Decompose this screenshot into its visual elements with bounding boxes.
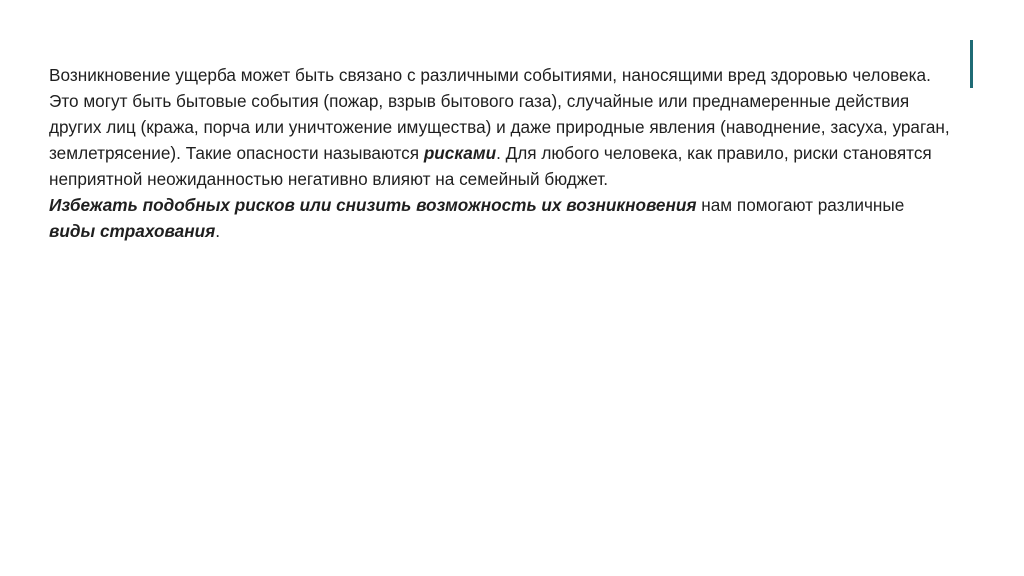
accent-bar: [970, 40, 973, 88]
examples-continuation: . Для любого человека, как правило, риски становятся неприятной неожиданностью негативно влияют на семейный бюджет.: [49, 143, 932, 189]
paragraph-insurance: [49, 192, 954, 244]
insurance-text: нам помогают различные: [696, 195, 905, 215]
avoid-risks-emphasis: Избежать подобных рисков или снизить возможность их возникновения: [49, 195, 697, 215]
insurance-types-term: виды страхования: [49, 221, 216, 241]
paragraph-intro: Возникновение ущерба может быть связано с различными событиями, наносящими вред здоровью человека.: [49, 65, 931, 85]
risks-term: рисками: [423, 143, 497, 163]
insurance-end: .: [215, 221, 220, 241]
paragraph-examples: [49, 88, 954, 192]
text-block: [49, 62, 954, 244]
examples-text: Это могут быть бытовые события (пожар, взрыв бытового газа), случайные или преднамеренные действия других лиц (кража, порча или уничтожение имущества) и даже природные явления (наводнение, засуха, ураган, землетрясение). Такие опасности называются: [49, 91, 950, 163]
